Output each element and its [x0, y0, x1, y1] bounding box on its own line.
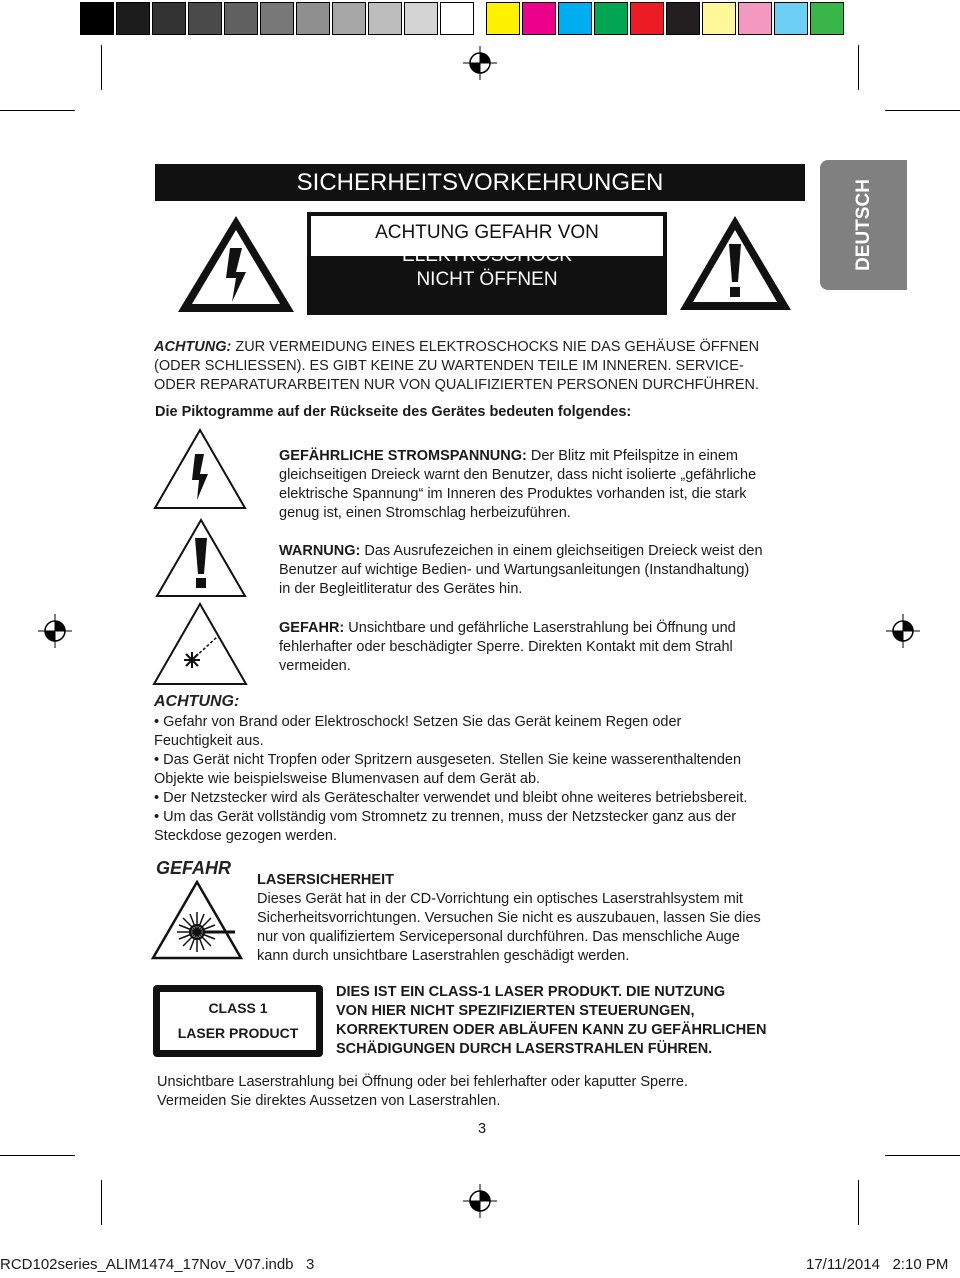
color-swatch	[188, 2, 222, 35]
pictogram-warning-line: Das Ausrufezeichen in einem gleichseitigen Dreieck weist den	[360, 543, 763, 559]
warning-box	[307, 212, 667, 315]
color-swatch	[116, 2, 150, 35]
color-swatch	[486, 2, 520, 35]
registration-mark-right	[886, 614, 920, 648]
pictogram-voltage-heading: GEFÄHRLICHE STROMSPANNUNG:	[279, 448, 527, 464]
caution-line2: (ODER SCHLIESSEN). ES GIBT KEINE ZU WARTENDEN TEILE IM INNEREN. SERVICE-	[154, 358, 744, 374]
pictogram-voltage-line: genug ist, einen Stromschlag herbeizuführen.	[279, 505, 571, 521]
list-item: • Um das Gerät vollständig vom Stromnetz zu trennen, muss der Netzstecker ganz aus der	[154, 809, 737, 825]
color-swatch	[368, 2, 402, 35]
laser-line: Sicherheitsvorrichtungen. Versuchen Sie nicht es auszubauen, lassen Sie dies	[257, 910, 761, 926]
exclamation-triangle-icon	[155, 518, 247, 598]
laser-heading: LASERSICHERHEIT	[257, 872, 394, 888]
closing-line: Unsichtbare Laserstrahlung bei Öffnung oder bei fehlerhafter oder kaputter Sperre.	[157, 1074, 688, 1090]
class1-label-line1: CLASS 1	[208, 1000, 268, 1016]
crop-mark	[0, 1155, 75, 1156]
laser-line: nur von qualifiziertem Servicepersonal durchführen. Das menschliche Auge	[257, 929, 740, 945]
color-swatch	[594, 2, 628, 35]
color-swatch	[80, 2, 114, 35]
pictogram-laser-line: vermeiden.	[279, 658, 351, 674]
closing-text	[157, 1073, 807, 1111]
pictogram-intro: Die Piktogramme auf der Rückseite des Gerätes bedeuten folgendes:	[155, 404, 632, 420]
registration-mark-top	[463, 46, 497, 80]
caution-paragraph	[154, 338, 814, 395]
footer-filename: RCD102series_ALIM1474_17Nov_V07.indb 3	[0, 1256, 315, 1273]
gefahr-label: GEFAHR	[156, 858, 232, 878]
color-swatch	[522, 2, 556, 35]
pictogram-laser-line: fehlerhafter oder beschädigter Sperre. Direkten Kontakt mit dem Strahl	[279, 639, 733, 655]
lightning-triangle-icon	[153, 428, 247, 510]
closing-line: Vermeiden Sie direktes Aussetzen von Laserstrahlen.	[157, 1093, 501, 1109]
grayscale-bar	[80, 0, 474, 37]
list-item: • Das Gerät nicht Tropfen oder Spritzern ausgeseten. Stellen Sie keine wasserenthaltenden	[154, 752, 742, 768]
pictogram-voltage-line: gleichseitigen Dreieck warnt den Benutzer, dass nicht isolierte „gefährliche	[279, 467, 757, 483]
class1-line: VON HIER NICHT SPEZIFIZIERTEN STEUERUNGEN,	[336, 1003, 695, 1019]
color-swatch	[260, 2, 294, 35]
color-swatch	[630, 2, 664, 35]
crop-mark	[101, 1180, 102, 1225]
color-swatch	[152, 2, 186, 35]
color-swatch	[774, 2, 808, 35]
pictogram-warning-text	[279, 542, 809, 599]
pictogram-voltage-line: elektrische Spannung“ im Inneren des Produktes vorhanden ist, die stark	[279, 486, 747, 502]
color-swatch	[332, 2, 366, 35]
list-item: Steckdose gezogen werden.	[154, 828, 337, 844]
crop-mark	[885, 1155, 960, 1156]
caution-line1: ZUR VERMEIDUNG EINES ELEKTROSCHOCKS NIE DAS GEHÄUSE ÖFFNEN	[231, 339, 760, 355]
crop-mark	[858, 1180, 859, 1225]
list-item: • Gefahr von Brand oder Elektroschock! Setzen Sie das Gerät keinem Regen oder	[154, 714, 682, 730]
exclamation-warning-icon	[678, 214, 793, 312]
color-swatch	[296, 2, 330, 35]
color-swatch	[224, 2, 258, 35]
pictogram-laser-line: Unsichtbare und gefährliche Laserstrahlung bei Öffnung und	[344, 620, 736, 636]
color-bar	[486, 0, 880, 37]
crop-mark	[858, 45, 859, 90]
pictogram-warning-line: in der Begleitliteratur des Gerätes hin.	[279, 581, 523, 597]
crop-mark	[885, 110, 960, 111]
pictogram-voltage-line: Der Blitz mit Pfeilspitze in einem	[526, 448, 738, 464]
electric-shock-warning-icon	[176, 214, 296, 314]
caution-label: ACHTUNG:	[154, 339, 232, 355]
crop-mark	[101, 45, 102, 90]
language-tab-label: DEUTSCH	[853, 179, 874, 271]
color-swatch	[702, 2, 736, 35]
color-swatch	[440, 2, 474, 35]
list-item: Objekte wie beispielsweise Blumenvasen auf dem Gerät ab.	[154, 771, 541, 787]
page-number: 3	[478, 1121, 487, 1137]
laser-safety-text	[257, 871, 817, 966]
registration-mark-left	[38, 614, 72, 648]
achtung-list	[154, 713, 814, 846]
color-swatch	[558, 2, 592, 35]
footer-date: 17/11/2014 2:10 PM	[806, 1256, 949, 1273]
pictogram-laser-heading: GEFAHR:	[279, 620, 345, 636]
registration-mark-bottom	[463, 1184, 497, 1218]
warning-box-line3: NICHT ÖFFNEN	[416, 269, 558, 290]
color-swatch	[404, 2, 438, 35]
color-swatch	[810, 2, 844, 35]
laser-line: Dieses Gerät hat in der CD-Vorrichtung ein optisches Laserstrahlsystem mit	[257, 891, 743, 907]
language-tab	[820, 160, 907, 290]
laser-line: kann durch unsichtbare Laserstrahlen geschädigt werden.	[257, 948, 630, 964]
crop-mark	[0, 110, 75, 111]
page-title: SICHERHEITSVORKEHRUNGEN	[155, 164, 805, 201]
laser-triangle-icon	[152, 602, 248, 686]
achtung-heading: ACHTUNG:	[154, 693, 240, 710]
pictogram-laser-text	[279, 619, 809, 676]
pictogram-warning-line: Benutzer auf wichtige Bedien- und Wartungsanleitungen (Instandhaltung)	[279, 562, 750, 578]
warning-box-line1: ACHTUNG GEFAHR VON	[375, 222, 599, 243]
class1-laser-label	[153, 985, 323, 1057]
class1-line: KORREKTUREN ODER ABLÄUFEN KANN ZU GEFÄHRLICHEN	[336, 1022, 767, 1038]
warning-box-line2: ELEKTROSCHOCK	[402, 245, 572, 266]
pictogram-warning-heading: WARNUNG:	[279, 543, 361, 559]
list-item: • Der Netzstecker wird als Geräteschalter verwendet und bleibt ohne weiteres betriebsbereit.	[154, 790, 748, 806]
class1-line: SCHÄDIGUNGEN DURCH LASERSTRAHLEN FÜHREN.	[336, 1041, 713, 1057]
caution-line3: ODER REPARATURARBEITEN NUR VON QUALIFIZIERTEN PERSONEN DURCHFÜHREN.	[154, 377, 760, 393]
color-swatch	[666, 2, 700, 35]
class1-text	[336, 983, 816, 1059]
pictogram-voltage-text	[279, 447, 809, 523]
class1-label-line2: LASER PRODUCT	[177, 1025, 299, 1041]
laser-radiation-icon	[151, 880, 243, 960]
class1-line: DIES IST EIN CLASS-1 LASER PRODUKT. DIE NUTZUNG	[336, 984, 726, 1000]
list-item: Feuchtigkeit aus.	[154, 733, 264, 749]
color-swatch	[738, 2, 772, 35]
